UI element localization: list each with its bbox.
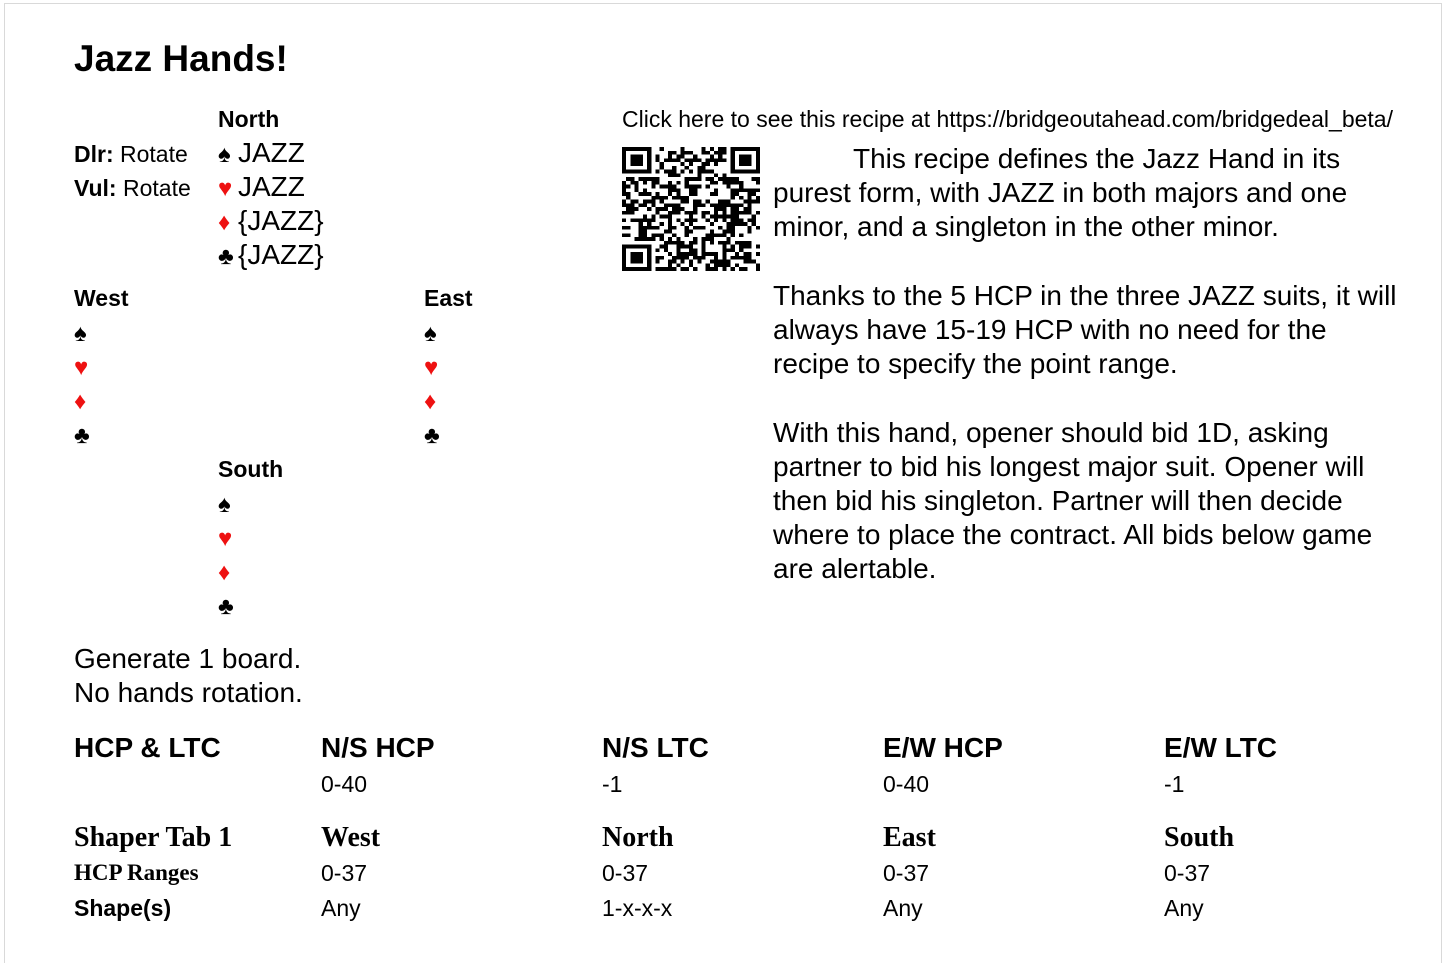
- club-icon: ♣: [218, 593, 234, 620]
- north-diamonds-cards: {JAZZ}: [238, 205, 324, 236]
- club-icon: ♣: [424, 422, 440, 449]
- ns-hcp-header: N/S HCP: [321, 732, 435, 763]
- shaper-south-shape: Any: [1164, 895, 1204, 921]
- north-hearts-cards: JAZZ: [238, 171, 305, 202]
- dealer-line: [74, 141, 188, 168]
- ns-hcp-value: 0-40: [321, 771, 368, 797]
- ew-hcp-header: E/W HCP: [883, 732, 1003, 763]
- club-icon: ♣: [218, 243, 234, 270]
- vul-label: Vul:: [74, 175, 117, 201]
- shapes-label: Shape(s): [74, 895, 172, 921]
- east-diamonds: [424, 383, 444, 419]
- shaper-north-shape: 1-x-x-x: [602, 895, 673, 921]
- spade-icon: ♠: [424, 320, 437, 347]
- qr-code-icon[interactable]: [622, 147, 760, 271]
- west-diamonds: [74, 383, 94, 419]
- shaper-west-header: West: [321, 822, 381, 853]
- shaper-east-header: East: [883, 822, 936, 853]
- description-paragraph: This recipe defines the Jazz Hand in its purest form, with JAZZ in both majors and one minor, and a singleton in the other minor.: [773, 143, 1348, 243]
- west-label: West: [74, 285, 129, 311]
- vul-value: Rotate: [122, 175, 191, 201]
- spade-icon: ♠: [218, 491, 231, 518]
- east-label: East: [424, 285, 473, 311]
- hcp-ltc-label: HCP & LTC: [74, 732, 221, 763]
- north-label: North: [218, 106, 280, 132]
- south-hearts: [218, 520, 238, 556]
- south-clubs: [218, 588, 238, 624]
- vul-line: [74, 175, 191, 202]
- dealer-label: Dlr:: [74, 141, 114, 167]
- diamond-icon: ♦: [218, 209, 231, 236]
- ew-ltc-header: E/W LTC: [1164, 732, 1278, 763]
- south-diamonds: [218, 554, 238, 590]
- shaper-tab-label: Shaper Tab 1: [74, 822, 233, 853]
- north-clubs: [218, 238, 324, 274]
- spade-icon: ♠: [218, 141, 231, 168]
- rotation-text: No hands rotation.: [74, 677, 303, 708]
- shaper-north-hcp: 0-37: [602, 860, 649, 886]
- description-paragraph: Thanks to the 5 HCP in the three JAZZ suits, it will always have 15-19 HCP with no need for the recipe to specify the point range.: [773, 279, 1397, 380]
- north-hearts: [218, 170, 305, 206]
- west-spades: [74, 315, 94, 351]
- shaper-south-hcp: 0-37: [1164, 860, 1211, 886]
- hcp-ranges-label: HCP Ranges: [74, 860, 199, 885]
- shaper-east-shape: Any: [883, 895, 923, 921]
- east-spades: [424, 315, 444, 351]
- ns-ltc-header: N/S LTC: [602, 732, 709, 763]
- east-hearts: [424, 349, 444, 385]
- shaper-east-hcp: 0-37: [883, 860, 930, 886]
- east-clubs: [424, 417, 444, 453]
- south-label: South: [218, 456, 284, 482]
- south-spades: [218, 486, 238, 522]
- diamond-icon: ♦: [218, 559, 231, 586]
- heart-icon: ♥: [218, 175, 233, 202]
- description-paragraph: With this hand, opener should bid 1D, asking partner to bid his longest major suit. Opener will then bid his singleton. Partner will then decide where to place the contract. All bids below game are alertable.: [773, 416, 1373, 585]
- page-title: Jazz Hands!: [74, 38, 288, 79]
- diamond-icon: ♦: [74, 388, 87, 415]
- spade-icon: ♠: [74, 320, 87, 347]
- west-hearts: [74, 349, 94, 385]
- ns-ltc-value: -1: [602, 771, 623, 797]
- recipe-link[interactable]: Click here to see this recipe at https://bridgeoutahead.com/bridgedeal_beta/: [622, 106, 1393, 132]
- generate-boards-text: Generate 1 board.: [74, 643, 302, 674]
- north-spades-cards: JAZZ: [238, 137, 305, 168]
- shaper-north-header: North: [602, 822, 674, 853]
- north-clubs-cards: {JAZZ}: [238, 239, 324, 270]
- west-clubs: [74, 417, 94, 453]
- shaper-west-hcp: 0-37: [321, 860, 368, 886]
- dealer-value: Rotate: [120, 141, 188, 167]
- north-diamonds: [218, 204, 324, 240]
- ew-hcp-value: 0-40: [883, 771, 930, 797]
- north-spades: [218, 136, 305, 172]
- club-icon: ♣: [74, 422, 90, 449]
- recipe-description: [773, 142, 1403, 621]
- ew-ltc-value: -1: [1164, 771, 1185, 797]
- heart-icon: ♥: [218, 525, 233, 552]
- heart-icon: ♥: [74, 354, 89, 381]
- shaper-west-shape: Any: [321, 895, 361, 921]
- diamond-icon: ♦: [424, 388, 437, 415]
- shaper-south-header: South: [1164, 822, 1235, 853]
- heart-icon: ♥: [424, 354, 439, 381]
